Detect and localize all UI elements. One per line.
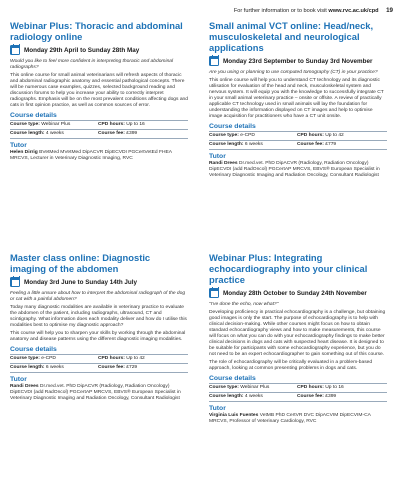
tutor-info bbox=[209, 161, 387, 179]
course-dates bbox=[10, 277, 188, 287]
course-dates-text: Monday 28th October to Sunday 24th November bbox=[223, 289, 367, 297]
divider bbox=[209, 383, 387, 384]
course-intro: "I've done the echo, now what?" bbox=[209, 302, 279, 307]
divider bbox=[209, 131, 387, 132]
page-header bbox=[0, 7, 393, 17]
course-dates bbox=[209, 288, 387, 298]
detail-value: Up to 16 bbox=[325, 385, 344, 390]
details-row bbox=[10, 356, 188, 362]
calendar-icon bbox=[10, 277, 20, 287]
header-url[interactable]: www.rvc.ac.uk/cpd bbox=[328, 8, 379, 14]
detail-label: Course type: bbox=[209, 133, 239, 138]
detail-value: e-CPD bbox=[41, 356, 56, 361]
course-description: The role of echocardiography will be critically evaluated in a problem-based approach, looking at common presenting problems in dogs and cats. bbox=[209, 360, 373, 371]
details-row bbox=[209, 394, 387, 400]
course-dates-text: Monday 23rd September to Sunday 3rd November bbox=[223, 57, 373, 65]
detail-label: Course fee: bbox=[297, 394, 324, 399]
detail-label: CPD hours: bbox=[297, 385, 324, 390]
detail-label: CPD hours: bbox=[98, 122, 125, 127]
tutor-info bbox=[10, 150, 188, 162]
divider bbox=[209, 401, 387, 402]
course-card-thoracic-abdominal-radiology bbox=[10, 20, 188, 162]
tutor-credentials: BVetMed MVetMed DipACVR DipECVDI PGCertVetEd FHEA MRCVS, Lecturer in Veterinary Diagnostic Imaging, RVC bbox=[10, 150, 172, 161]
tutor-name: Randi Drees bbox=[209, 161, 238, 166]
course-intro: Would you like to feel more confident in interpreting thoracic and abdominal radiographs? bbox=[10, 59, 174, 70]
course-dates-text: Monday 29th April to Sunday 28th May bbox=[24, 46, 140, 54]
course-details-heading: Course details bbox=[10, 112, 57, 119]
detail-label: Course fee: bbox=[98, 131, 125, 136]
course-description: Developing proficiency in practical echocardiography is a challenge, but obtaining good images is only the start. The purpose of echocardiography is to help with clinical decision-making. While other courses might focus on how to obtain standard echocardiography views and how to make measurements, this course will focus on what you can do with your echocardiography findings to make better clinical decisions in dogs and cats with suspected heart disease. It is designed to be suitable for participants with some echocardiography experience, but you do not need to be an expert echocardiographer to gain something out of this course. bbox=[209, 310, 386, 357]
divider bbox=[10, 363, 188, 364]
divider bbox=[209, 149, 387, 150]
course-intro: Are you using or planning to use computed tomography (CT) in your practice? bbox=[209, 70, 378, 75]
detail-value: Webinar Plus bbox=[240, 385, 270, 390]
course-description: This online course will help you to understand CT technology and its diagnostic utilisation for evaluation of the head and neck, musculoskeletal system and nervous system. It will equip you with the knowledge to successfully integrate CT in your small animal veterinary practice – onsite or offsite. A review of practically applicable CT technology used in small animals will lay the foundation for understanding the information displayed on CT images and help to optimise image acquisition for practitioners who have a CT unit onsite. bbox=[209, 78, 384, 119]
tutor-heading: Tutor bbox=[209, 405, 226, 412]
detail-label: CPD hours: bbox=[297, 133, 324, 138]
tutor-info bbox=[10, 384, 188, 402]
course-dates bbox=[209, 56, 387, 66]
tutor-name: Helen Dirrig bbox=[10, 150, 38, 155]
course-dates bbox=[10, 45, 188, 55]
tutor-name: Virginia Luis Fuentes bbox=[209, 413, 259, 418]
course-title: Webinar Plus: Integrating echocardiography into your clinical practice bbox=[209, 252, 368, 285]
details-row bbox=[10, 122, 188, 128]
tutor-heading: Tutor bbox=[209, 153, 226, 160]
detail-label: Course type: bbox=[209, 385, 239, 390]
calendar-icon bbox=[209, 288, 219, 298]
divider bbox=[10, 129, 188, 130]
tutor-heading: Tutor bbox=[10, 142, 27, 149]
tutor-credentials: Dr.med.vet. PhD DipACVR (Radiology, Radiation Oncology) DipECVDI (add RadOncol) PGCertAP MRCVS, EBVS® European Specialist in Veterinary Diagnostic Imaging and Radiation Oncology, Consultant Radiologist bbox=[209, 161, 380, 178]
details-row bbox=[209, 142, 387, 148]
detail-value: £729 bbox=[126, 365, 138, 370]
detail-label: Course fee: bbox=[297, 142, 324, 147]
detail-value: Webinar Plus bbox=[41, 122, 71, 127]
course-card-abdomen-imaging bbox=[10, 252, 188, 402]
detail-label: Course length: bbox=[209, 394, 244, 399]
divider bbox=[10, 120, 188, 121]
detail-value: 4 weeks bbox=[45, 131, 64, 136]
detail-value: £779 bbox=[325, 142, 337, 147]
page-number: 19 bbox=[386, 7, 393, 14]
calendar-icon bbox=[209, 56, 219, 66]
tutor-credentials: VetMB PhD CertVR DVC DipACVIM DipECVIM-CA MRCVS, Professor of Veterinary Cardiology, RVC bbox=[209, 413, 371, 424]
course-dates-text: Monday 3rd June to Sunday 14th July bbox=[24, 278, 138, 286]
detail-value: Up to 16 bbox=[126, 122, 145, 127]
detail-value: 6 weeks bbox=[45, 365, 64, 370]
tutor-credentials: Dr.med.vet. PhD DipACVR (Radiology, Radiation Oncology) DipECVDI (add RadOncol) PGCertAP MRCVS, EBVS® European Specialist in Veterinary Diagnostic Imaging and Radiation Oncology, Consultant Radiologist bbox=[10, 384, 181, 401]
divider bbox=[209, 140, 387, 141]
course-title: Master class online: Diagnostic imaging of the abdomen bbox=[10, 252, 151, 274]
detail-label: CPD hours: bbox=[98, 356, 125, 361]
detail-label: Course fee: bbox=[98, 365, 125, 370]
course-card-small-animal-vct bbox=[209, 20, 387, 179]
course-description: This course will help you to sharpen your skills by working through the abdominal anatomy and disease patterns using the different diagnostic imaging modalities. bbox=[10, 331, 186, 342]
divider bbox=[10, 372, 188, 373]
detail-value: 4 weeks bbox=[244, 394, 263, 399]
divider bbox=[209, 392, 387, 393]
header-prefix: For further information or to book visit bbox=[233, 8, 327, 14]
course-details-heading: Course details bbox=[10, 346, 57, 353]
details-row bbox=[209, 385, 387, 391]
detail-label: Course type: bbox=[10, 356, 40, 361]
course-intro: Feeling a little unsure about how to interpret the abdominal radiograph of the dog or cat with a painful abdomen? bbox=[10, 291, 186, 302]
detail-label: Course length: bbox=[10, 365, 45, 370]
detail-value: £399 bbox=[126, 131, 138, 136]
course-description: Today many diagnostic modalities are available in veterinary practice to evaluate the abdomen of the patient, including radiographs, ultrasound, CT and scintigraphy. What information does each modality deliver and how do I utilise this modalities best to optimise my diagnostic approach? bbox=[10, 305, 187, 328]
tutor-info bbox=[209, 413, 387, 425]
detail-value: 6 weeks bbox=[244, 142, 263, 147]
course-title: Small animal VCT online: Head/neck, musculoskeletal and neurological applications bbox=[209, 20, 374, 53]
detail-label: Course length: bbox=[209, 142, 244, 147]
tutor-name: Randi Drees bbox=[10, 384, 39, 389]
detail-label: Course length: bbox=[10, 131, 45, 136]
calendar-icon bbox=[10, 45, 20, 55]
detail-value: Up to 42 bbox=[325, 133, 344, 138]
details-row bbox=[209, 133, 387, 139]
course-details-heading: Course details bbox=[209, 123, 256, 130]
divider bbox=[10, 138, 188, 139]
course-details-heading: Course details bbox=[209, 375, 256, 382]
divider bbox=[10, 354, 188, 355]
tutor-heading: Tutor bbox=[10, 376, 27, 383]
details-row bbox=[10, 131, 188, 137]
course-card-echocardiography bbox=[209, 252, 387, 425]
details-row bbox=[10, 365, 188, 371]
detail-value: £399 bbox=[325, 394, 337, 399]
detail-value: e-CPD bbox=[240, 133, 255, 138]
detail-value: Up to 42 bbox=[126, 356, 145, 361]
course-description: This online course for small animal veterinarians will refresh aspects of thoracic and abdominal radiographic anatomy and essential pathological concepts. There will be numerous case examples, quizzes, selected background reading and discussion forums to help you increase your ability to correctly interpret radiographs. Emphasis will be on the most prevalent conditions affecting dogs and cats in first opinion practice, as well as common sources of error. bbox=[10, 73, 188, 108]
detail-label: Course type: bbox=[10, 122, 40, 127]
course-title: Webinar Plus: Thoracic and abdominal radiology online bbox=[10, 20, 183, 42]
